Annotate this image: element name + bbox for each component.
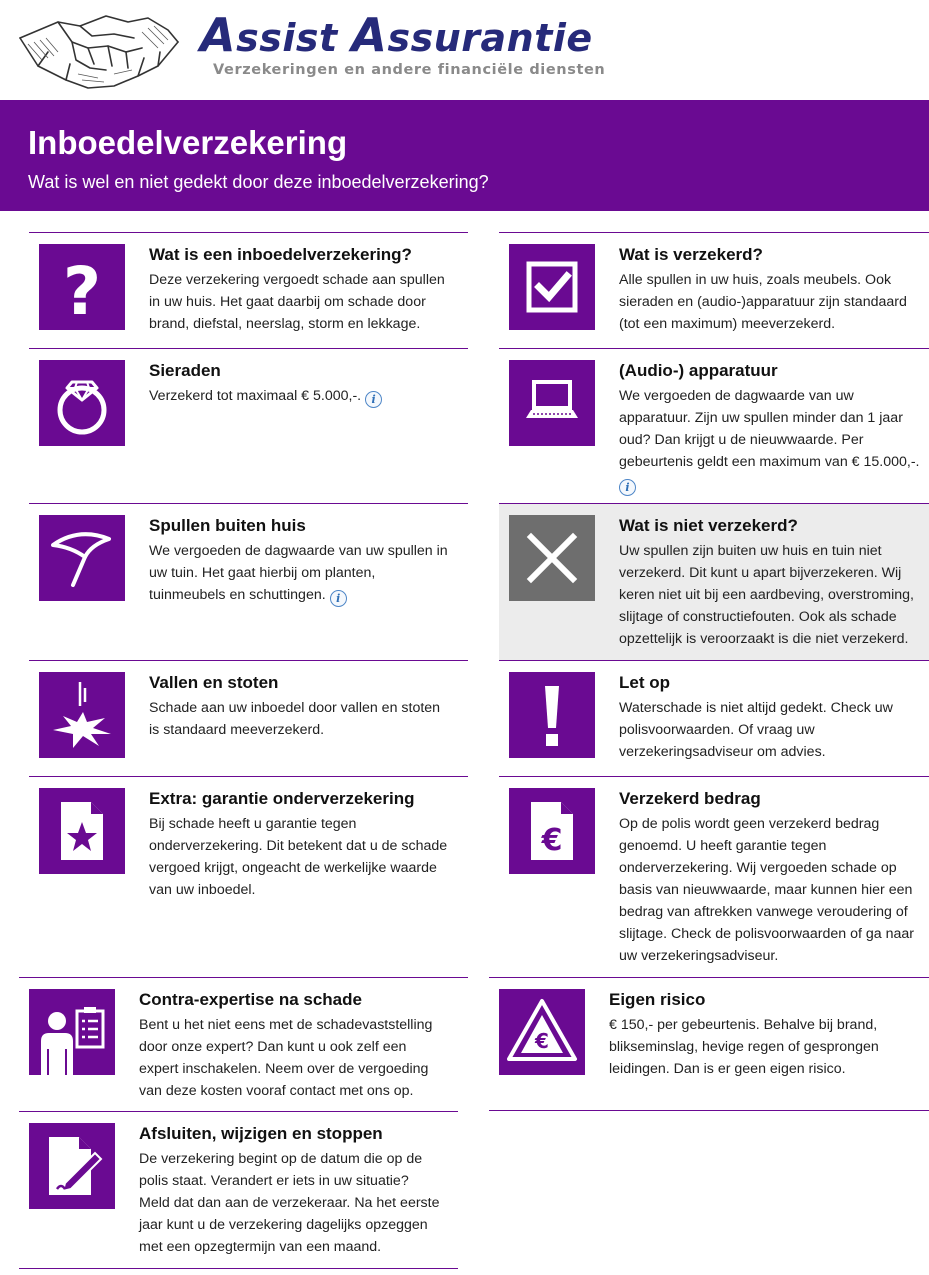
card-close-change-stop xyxy=(19,1111,458,1269)
card-attention xyxy=(499,660,929,776)
card-title: Eigen risico xyxy=(609,990,706,1009)
card-title: Contra-expertise na schade xyxy=(139,990,362,1009)
euro-warning-triangle-icon xyxy=(499,989,585,1075)
svg-text:?: ? xyxy=(62,253,102,330)
card-underinsurance-guarantee xyxy=(29,776,468,977)
falling-impact-icon xyxy=(39,672,125,758)
info-icon[interactable]: i xyxy=(365,391,382,408)
card-title: Wat is verzekerd? xyxy=(619,245,763,264)
question-mark-icon xyxy=(39,244,125,330)
laptop-icon xyxy=(509,360,595,446)
card-text: € 150,- per gebeurtenis. Behalve bij brand, blikseminslag, hevige regen of gesprongen leidingen. Dan is er geen eigen risico. xyxy=(609,1017,879,1077)
card-title: Wat is een inboedelverzekering? xyxy=(149,245,412,264)
card-title: Let op xyxy=(619,673,670,692)
card-text: Uw spullen zijn buiten uw huis en tuin niet verzekerd. Dit kunt u apart bijverzekeren. Wij keren niet uit bij een aardbeving, overstroming, slijtage of constructiefouten. Ook als schade opzettelijk is veroorzaakt is die niet verzekerd. xyxy=(619,543,914,647)
svg-text:€: € xyxy=(535,1029,549,1053)
card-text: De verzekering begint op de datum die op de polis staat. Verandert er iets in uw situatie? Meld dat dan aan de verzekeraar. Na het eerste jaar kunt u de verzekering dagelijks opzeggen met een opzegtermijn van een maand. xyxy=(139,1151,440,1255)
card-what-is-insurance xyxy=(29,232,468,348)
brand-title: Assist Assurantie xyxy=(200,8,593,62)
page-subtitle: Wat is wel en niet gedekt door deze inboedelverzekering? xyxy=(28,172,489,192)
card-what-is-insured xyxy=(499,232,929,348)
card-title: Verzekerd bedrag xyxy=(619,789,761,808)
brand-subtitle: Verzekeringen en andere financiële diensten xyxy=(213,62,606,78)
exclamation-icon xyxy=(509,672,595,758)
diamond-ring-icon xyxy=(39,360,125,446)
card-jewelry xyxy=(29,348,468,503)
handshake-icon xyxy=(18,8,180,94)
checkbox-icon xyxy=(509,244,595,330)
card-text: We vergoeden de dagwaarde van uw spullen in uw tuin. Het gaat hierbij om planten, tuinmeubels en schuttingen. i xyxy=(149,543,448,605)
divider xyxy=(19,1268,458,1269)
card-audio-equipment xyxy=(499,348,929,503)
divider xyxy=(489,1110,929,1111)
card-text: Alle spullen in uw huis, zoals meubels. Ook sieraden en (audio-)apparatuur zijn standaard (tot een maximum) meeverzekerd. xyxy=(619,272,907,332)
card-title: Vallen en stoten xyxy=(149,673,279,692)
card-text: We vergoeden de dagwaarde van uw apparatuur. Zijn uw spullen minder dan 1 jaar oud? Dan krijgt u de nieuwwaarde. Per gebeurtenis geldt een maximum van € 15.000,-. i xyxy=(619,388,920,494)
document-star-icon xyxy=(39,788,125,874)
card-deductible xyxy=(489,977,929,1111)
card-drop-damage xyxy=(29,660,468,776)
card-not-insured xyxy=(499,503,929,660)
site-header xyxy=(0,0,929,100)
page-title: Inboedelverzekering xyxy=(28,124,348,161)
card-title: Sieraden xyxy=(149,361,221,380)
card-text: Bent u het niet eens met de schadevaststelling door onze expert? Dan kunt u ook zelf een expert inschakelen. Neem over de vergoeding van deze kosten vooraf contact met ons op. xyxy=(139,1017,433,1099)
info-icon[interactable]: i xyxy=(330,590,347,607)
card-text: Op de polis wordt geen verzekerd bedrag genoemd. U heeft garantie tegen onderverzekering. Wij vergoeden schade op basis van nieuwwaarde, maar kunnen hier een bedrag van aftrekken vanwege veroudering of slijtage. Check de polisvoorwaarden of ga naar uw verzekeringsadviseur. xyxy=(619,816,914,964)
card-text: Deze verzekering vergoedt schade aan spullen in uw huis. Het gaat daarbij om schade door brand, diefstal, neerslag, storm en lekkage. xyxy=(149,272,445,332)
card-title: (Audio-) apparatuur xyxy=(619,361,778,380)
card-text: Schade aan uw inboedel door vallen en stoten is standaard meeverzekerd. xyxy=(149,700,441,738)
card-text: Verzekerd tot maximaal € 5.000,-. i xyxy=(149,385,382,408)
page-banner xyxy=(0,100,929,211)
card-title: Afsluiten, wijzigen en stoppen xyxy=(139,1124,383,1143)
card-counter-expertise xyxy=(19,977,468,1111)
svg-text:€: € xyxy=(541,823,563,858)
info-icon[interactable]: i xyxy=(619,479,636,496)
card-text: Bij schade heeft u garantie tegen onderverzekering. Dit betekent dat u de schade vergoed krijgt, ongeacht de werkelijke waarde van uw inboedel. xyxy=(149,816,448,898)
document-pen-icon xyxy=(29,1123,115,1209)
card-text: Waterschade is niet altijd gedekt. Check uw polisvoorwaarden. Of vraag uw verzekeringsadviseur om advies. xyxy=(619,700,893,760)
card-title: Extra: garantie onderverzekering xyxy=(149,789,415,808)
parasol-icon xyxy=(39,515,125,601)
card-title: Wat is niet verzekerd? xyxy=(619,516,798,535)
card-insured-amount xyxy=(499,776,929,977)
card-title: Spullen buiten huis xyxy=(149,516,306,535)
expert-clipboard-icon xyxy=(29,989,115,1075)
cross-icon xyxy=(509,515,595,601)
card-items-outside xyxy=(29,503,468,660)
document-euro-icon xyxy=(509,788,595,874)
